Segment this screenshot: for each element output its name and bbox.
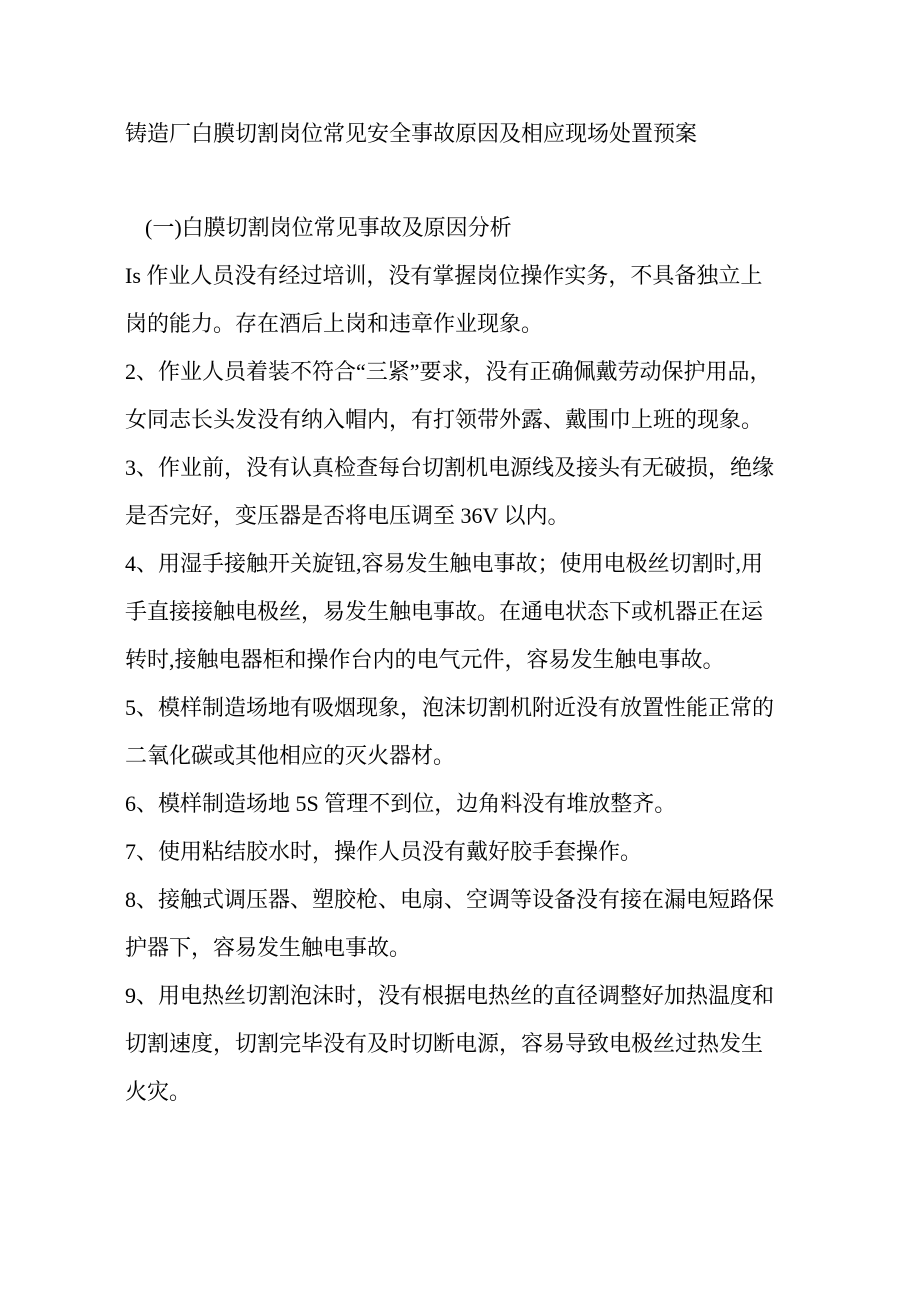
paragraph-6: 6、模样制造场地 5S 管理不到位，边角料没有堆放整齐。 <box>125 791 677 816</box>
document-title: 铸造厂白膜切割岗位常见安全事故原因及相应现场处置预案 <box>125 121 698 146</box>
paragraph-2: 2、作业人员着装不符合“三紧”要求，没有正确佩戴劳动保护用品，女同志长头发没有纳入帽内，有打领带外露、戴围巾上班的现象。 <box>125 359 772 432</box>
paragraph-9: 9、用电热丝切割泡沫时，没有根据电热丝的直径调整好加热温度和切割速度，切割完毕没有及时切断电源，容易导致电极丝过热发生火灾。 <box>125 983 775 1104</box>
paragraph-4: 4、用湿手接触开关旋钮,容易发生触电事故；使用电极丝切割时,用手直接接触电极丝，易发生触电事故。在通电状态下或机器正在运转时,接触电器柜和操作台内的电气元件，容易发生触电事故。 <box>125 551 764 672</box>
paragraph-7: 7、使用粘结胶水时，操作人员没有戴好胶手套操作。 <box>125 839 643 864</box>
document-body <box>125 110 780 1116</box>
paragraph-8: 8、接触式调压器、塑胶枪、电扇、空调等设备没有接在漏电短路保护器下，容易发生触电事故。 <box>125 887 775 960</box>
paragraph-5: 5、模样制造场地有吸烟现象，泡沫切割机附近没有放置性能正常的二氧化碳或其他相应的灭火器材。 <box>125 695 775 768</box>
section-heading: (一)白膜切割岗位常见事故及原因分析 <box>145 215 512 240</box>
paragraph-3: 3、作业前，没有认真检查每台切割机电源线及接头有无破损，绝缘是否完好，变压器是否将电压调至 36V 以内。 <box>125 455 775 528</box>
paragraph-1: Is 作业人员没有经过培训，没有掌握岗位操作实务，不具备独立上岗的能力。存在酒后上岗和违章作业现象。 <box>125 263 763 336</box>
